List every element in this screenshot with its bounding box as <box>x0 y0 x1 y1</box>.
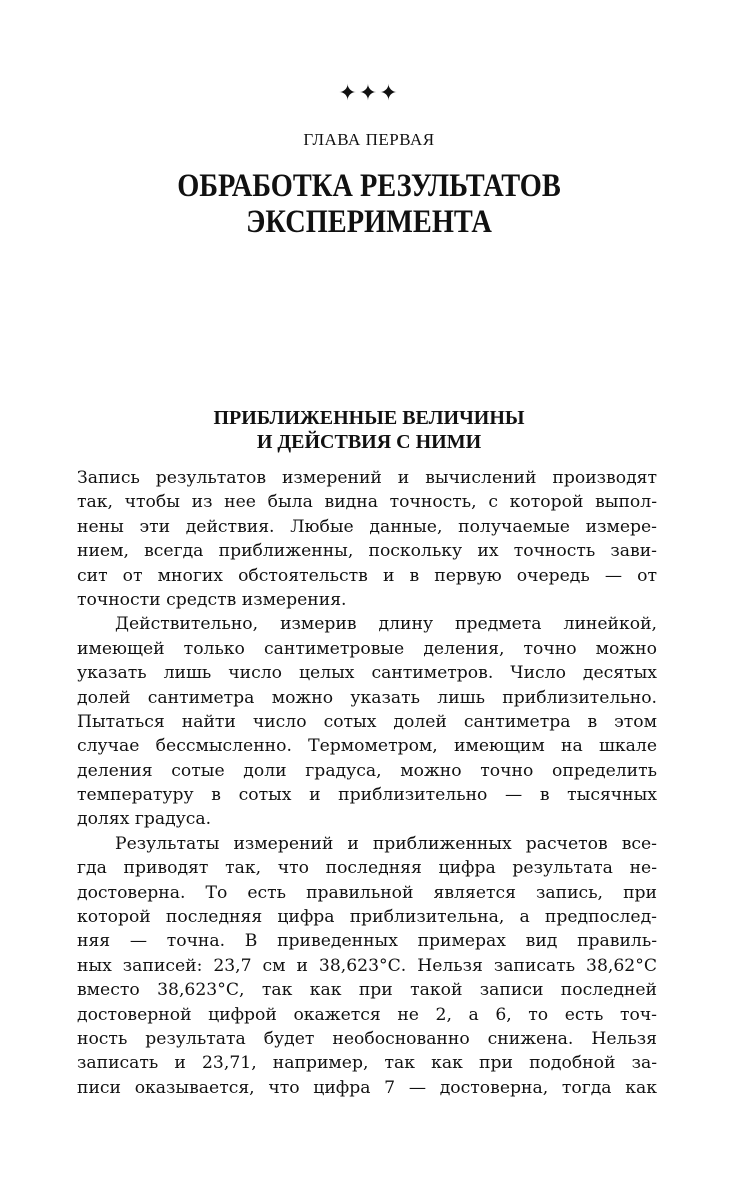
text-line: указать лишь число целых сантиметров. Число десятых <box>77 663 657 684</box>
text-line: Результаты измерений и приближенных расчетов все- <box>115 833 657 854</box>
text-line: гда приводят так, что последняя цифра результата не- <box>77 858 657 879</box>
text-line: так, чтобы из нее была видна точность, с которой выпол- <box>77 492 657 513</box>
text-line: долей сантиметра можно указать лишь приблизительно. <box>77 687 657 708</box>
section-title-line-1: ПРИБЛИЖЕННЫЕ ВЕЛИЧИНЫ <box>213 407 525 429</box>
text-line: нены эти действия. Любые данные, получаемые измере- <box>77 516 657 537</box>
text-line: Пытаться найти число сотых долей сантиметра в этом <box>77 711 657 732</box>
text-line: записать и 23,71, например, так как при подобной за- <box>77 1053 657 1074</box>
text-line: вместо 38,623°С, так как при такой записи последней <box>77 980 657 1001</box>
text-line: ных записей: 23,7 см и 38,623°С. Нельзя записать 38,62°С <box>77 955 657 976</box>
section-title-line-2: И ДЕЙСТВИЯ С НИМИ <box>256 431 482 453</box>
text-line: которой последняя цифра приблизительна, а предпослед- <box>77 907 657 928</box>
ornament-stars: ✦✦✦ <box>338 81 400 106</box>
text-line: няя — точна. В приведенных примерах вид правиль- <box>77 931 657 952</box>
text-line: температуру в сотых и приблизительно — в тысячных <box>77 785 657 806</box>
text-line: случае бессмысленно. Термометром, имеющим на шкале <box>77 736 657 757</box>
text-line: писи оказывается, что цифра 7 — достоверна, тогда как <box>77 1077 657 1098</box>
section-title <box>0 406 738 454</box>
chapter-label: ГЛАВА ПЕРВАЯ <box>303 130 435 149</box>
text-line: сит от многих обстоятельств и в первую очередь — от <box>77 565 657 586</box>
text-line: ность результата будет необоснованно снижена. Нельзя <box>77 1028 657 1049</box>
text-line: достоверной цифрой окажется не 2, а 6, то есть точ- <box>77 1004 657 1025</box>
text-line: нием, всегда приближенны, поскольку их точность зави- <box>77 541 657 562</box>
text-line: деления сотые доли градуса, можно точно определить <box>77 760 657 781</box>
chapter-title-line-1: ОБРАБОТКА РЕЗУЛЬТАТОВ <box>177 168 561 204</box>
text-line: имеющей только сантиметровые деления, точно можно <box>77 638 657 659</box>
body-text <box>77 466 657 1100</box>
text-line: Действительно, измерив длину предмета линейкой, <box>115 614 657 635</box>
text-line: долях градуса. <box>77 809 212 830</box>
text-line: достоверна. То есть правильной является запись, при <box>77 882 657 903</box>
text-line: Запись результатов измерений и вычислений производят <box>77 468 657 488</box>
text-line: точности средств измерения. <box>77 589 347 610</box>
chapter-title <box>52 168 687 240</box>
chapter-title-line-2: ЭКСПЕРИМЕНТА <box>246 204 492 240</box>
